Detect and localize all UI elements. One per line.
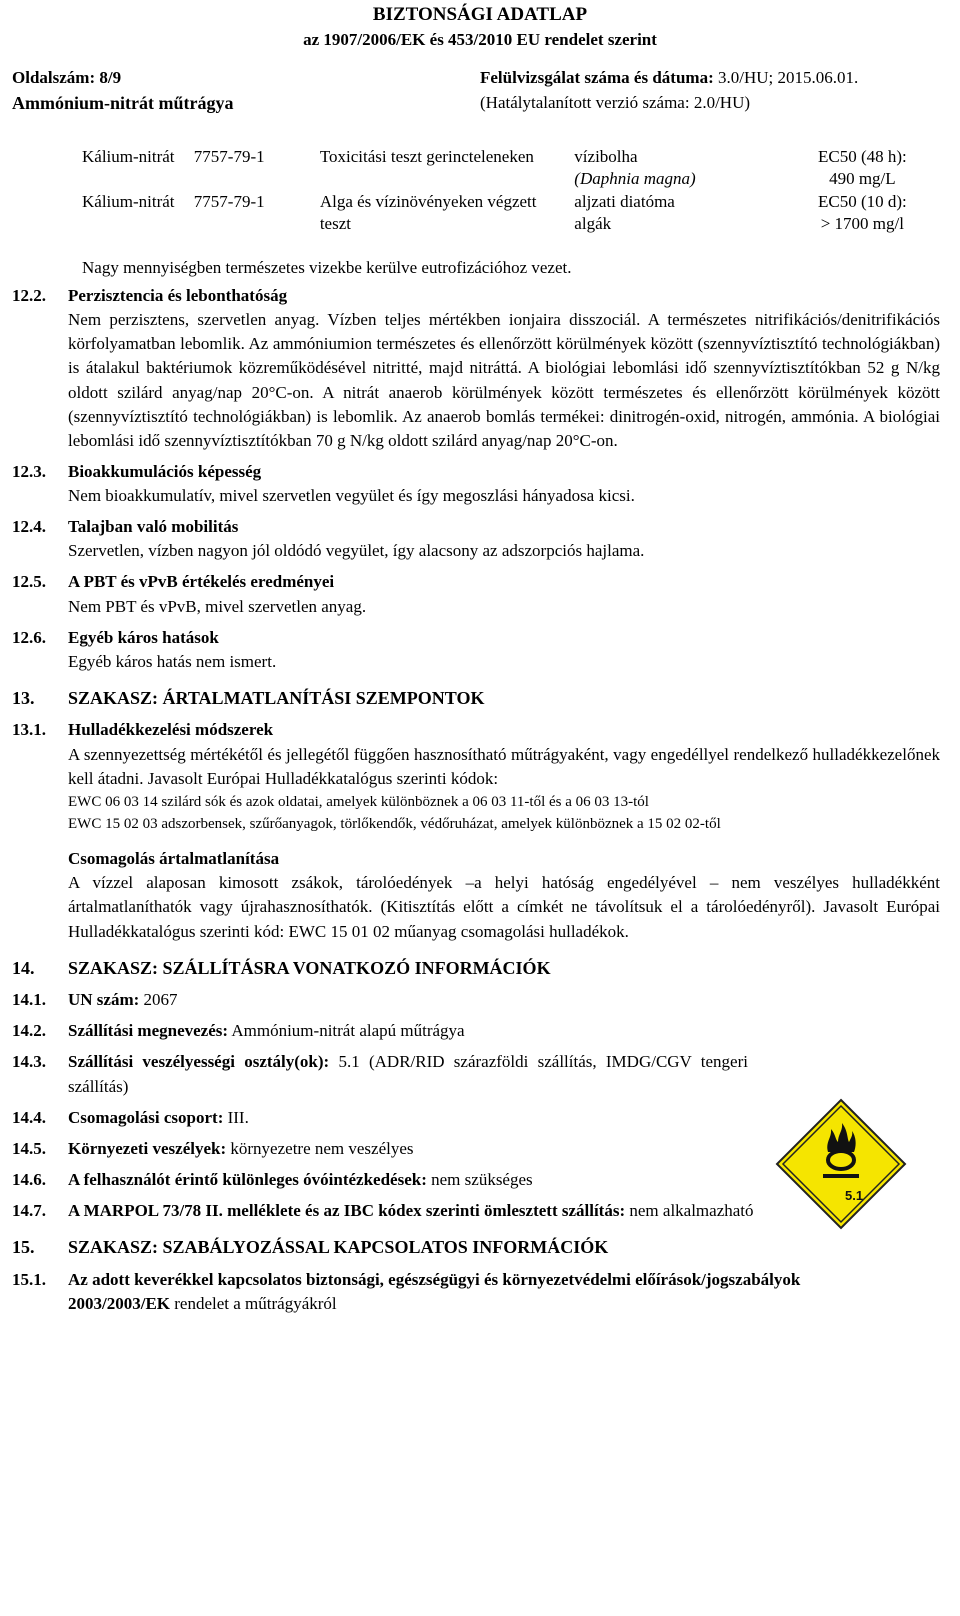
- section-number: 12.6.: [12, 627, 46, 647]
- cas-cell: 7757-79-1: [193, 191, 265, 211]
- section-14-3: [12, 1050, 940, 1098]
- field-value: 5.1 (ADR/RID szárazföldi szállítás, IMDG/CGV tengeri szállítás): [68, 1052, 748, 1096]
- section-12-2: [12, 284, 940, 453]
- substance-cell: Kálium-nitrát: [82, 191, 175, 211]
- field-label: Környezeti veszélyek:: [68, 1138, 227, 1158]
- packaging-title: Csomagolás ártalmatlanítása: [68, 849, 280, 869]
- section-text: A szennyezettség mértékétől és jellegétől függően hasznosítható műtrágyaként, vagy engedéllyel rendelkező hulladékkezelőnek kell átadni. Javasolt Európai Hulladékkatalógus szerinti kódok:: [68, 744, 940, 788]
- section-heading: SZAKASZ: SZÁLLÍTÁSRA VONATKOZÓ INFORMÁCIÓK: [68, 957, 551, 978]
- field-label: A felhasználót érintő különleges óvóintézkedések:: [68, 1169, 427, 1189]
- section-14-1: [12, 988, 940, 1012]
- organism-name: aljzati diatóma: [574, 191, 675, 211]
- substance-cell: Kálium-nitrát: [82, 147, 175, 166]
- section-text: Szervetlen, vízben nagyon jól oldódó vegyület, így alacsony az adszorpciós hajlama.: [68, 541, 645, 561]
- document-title: BIZTONSÁGI ADATLAP: [372, 4, 588, 25]
- section-15-1: [12, 1268, 940, 1316]
- field-label: A MARPOL 73/78 II. melléklete és az IBC kódex szerinti ömlesztett szállítás:: [68, 1201, 626, 1221]
- result-label: EC50 (10 d):: [817, 191, 907, 211]
- section-12-6: [12, 626, 940, 674]
- field-value: 2067: [139, 990, 178, 1010]
- organism-cell: [570, 146, 784, 191]
- section-text: Egyéb káros hatás nem ismert.: [68, 651, 277, 671]
- section-text: Nem bioakkumulatív, mivel szervetlen vegyület és így megoszlási hányadosa kicsi.: [68, 486, 635, 505]
- product-name: Ammónium-nitrát műtrágya: [12, 93, 234, 113]
- section-title: A PBT és vPvB értékelés eredményei: [68, 572, 335, 592]
- organism-name: vízibolha: [574, 147, 638, 166]
- waste-code-2: EWC 15 02 03 adszorbensek, szűrőanyagok, törlőkendők, védőruházat, amelyek különböznek a 15 02 02-től: [68, 815, 721, 832]
- section-12-5: [12, 570, 940, 618]
- section-title: Egyéb káros hatások: [68, 627, 219, 647]
- result-value: > 1700 mg/l: [820, 214, 904, 234]
- result-cell: [785, 146, 940, 191]
- section-title: Bioakkumulációs képesség: [68, 461, 262, 481]
- oxidizer-pictogram: [775, 1098, 907, 1230]
- field-value: nem szükséges: [426, 1169, 533, 1189]
- section-text: Nem perzisztens, szervetlen anyag. Vízben teljes mértékben ionjaira disszociál. A természetes nitrifikációs/denitrifikációs körfolyamatban lebomlik. Az ammóniumion természetes és ellenőrzött körülmények között (szennyvíztisztító technológiákban) is átalakul baktériumok közreműködésével nitritté, majd nitráttá. A biológiai lebomlási idő szennyvíztisztítókban 52 g N/kg oldott szilárd anyag/nap 20°C-on. A nitrát anaerob körülmények között természetes és ellenőrzött körülmények között (szennyvíztisztító technológiákban) is lebomlik. Az anaerob bomlás termékei: dinitrogén-oxid, nitrogén, ammónia. A biológiai lebomlási idő szennyvíztisztítókban 70 g N/kg oldott szilárd anyag/nap 20°C-on.: [68, 310, 940, 450]
- section-number: 12.3.: [12, 461, 46, 481]
- field-value: környezetre nem veszélyes: [226, 1138, 414, 1158]
- section-number: 14.: [12, 957, 35, 978]
- section-14: [12, 956, 940, 982]
- revision-label: Felülvizsgálat száma és dátuma:: [480, 68, 714, 87]
- ecotoxicity-table: [70, 146, 940, 236]
- test-cell: Alga és vízinövényeken végzett teszt: [319, 191, 537, 234]
- packaging-text: A vízzel alaposan kimosott zsákok, tárolóedények –a helyi hatóság engedélyével – nem veszélyes hulladékként ártalmatlaníthatók vagy újrahasznosíthatók. (Kitisztítás előtt a címkét ne távolítsuk el a tárolóedényről). Javasolt Európai Hulladékkatalógus szerinti kód: EWC 15 01 02 műanyag csomagolási hulladékok.: [68, 873, 940, 941]
- field-label: Szállítási megnevezés:: [68, 1021, 229, 1041]
- section-number: 12.5.: [12, 572, 46, 592]
- section-12-3: [12, 460, 940, 508]
- revision-value: 3.0/HU; 2015.06.01.: [713, 68, 859, 87]
- section-number: 14.6.: [12, 1169, 46, 1189]
- section-14-2: [12, 1019, 940, 1043]
- invalidated-version: (Hatálytalanított verzió száma: 2.0/HU): [480, 93, 751, 112]
- section-15: [12, 1235, 940, 1261]
- eutrophication-note: Nagy mennyiségben természetes vizekbe kerülve eutrofizációhoz vezet.: [82, 258, 572, 277]
- test-cell: Toxicitási teszt gerincteleneken: [319, 147, 534, 166]
- section-number: 15.: [12, 1237, 35, 1258]
- waste-code-1: EWC 06 03 14 szilárd sók és azok oldatai, amelyek különböznek a 06 03 11-től és a 06 03 13-tól: [68, 793, 649, 810]
- section-title: Az adott keverékkel kapcsolatos biztonsági, egészségügyi és környezetvédelmi előírások/jogszabályok: [68, 1269, 801, 1289]
- regulation-line: [68, 1292, 940, 1316]
- section-title: Talajban való mobilitás: [68, 517, 239, 537]
- field-label: Csomagolási csoport:: [68, 1107, 224, 1127]
- table-row: [70, 191, 940, 236]
- regulation-text: rendelet a műtrágyákról: [170, 1293, 337, 1313]
- section-number: 14.4.: [12, 1107, 46, 1127]
- field-label: Szállítási veszélyességi osztály(ok):: [68, 1052, 330, 1072]
- field-value: Ammónium-nitrát alapú műtrágya: [228, 1021, 465, 1041]
- section-13: [12, 686, 940, 712]
- section-number: 15.1.: [12, 1269, 46, 1289]
- result-value: 490 mg/L: [829, 169, 896, 189]
- section-number: 12.2.: [12, 286, 46, 305]
- field-value: III.: [223, 1107, 249, 1127]
- table-row: [70, 146, 940, 191]
- field-value: nem alkalmazható: [625, 1201, 754, 1221]
- section-number: 14.7.: [12, 1201, 46, 1221]
- pictogram-class-label: 5.1: [845, 1188, 864, 1203]
- section-heading: SZAKASZ: ÁRTALMATLANÍTÁSI SZEMPONTOK: [68, 687, 485, 708]
- revision-info: [480, 68, 858, 88]
- oxidizer-flame-over-circle-icon: [775, 1098, 907, 1230]
- section-number: 13.1.: [12, 720, 46, 740]
- organism-latin: (Daphnia magna): [574, 169, 696, 189]
- result-label: EC50 (48 h):: [817, 147, 907, 166]
- section-number: 14.1.: [12, 990, 46, 1010]
- section-text: Nem PBT és vPvB, mivel szervetlen anyag.: [68, 596, 367, 616]
- section-number: 14.2.: [12, 1021, 46, 1041]
- page-number: Oldalszám: 8/9: [12, 68, 122, 87]
- result-cell: [785, 191, 940, 236]
- section-heading: SZAKASZ: SZABÁLYOZÁSSAL KAPCSOLATOS INFORMÁCIÓK: [68, 1237, 609, 1258]
- section-title: Hulladékkezelési módszerek: [68, 720, 274, 740]
- organism-group: algák: [574, 214, 612, 234]
- organism-cell: [570, 191, 784, 236]
- section-12-4: [12, 515, 940, 563]
- regulation-number: 2003/2003/EK: [68, 1293, 171, 1313]
- section-number: 12.4.: [12, 517, 46, 537]
- field-label: UN szám:: [68, 990, 140, 1010]
- section-number: 14.3.: [12, 1052, 46, 1072]
- section-title: Perzisztencia és lebonthatóság: [68, 286, 288, 305]
- section-number: 13.: [12, 687, 35, 708]
- cas-cell: 7757-79-1: [193, 147, 265, 166]
- section-13-1: [12, 718, 940, 943]
- section-number: 14.5.: [12, 1138, 46, 1158]
- document-subtitle: az 1907/2006/EK és 453/2010 EU rendelet szerint: [303, 30, 657, 49]
